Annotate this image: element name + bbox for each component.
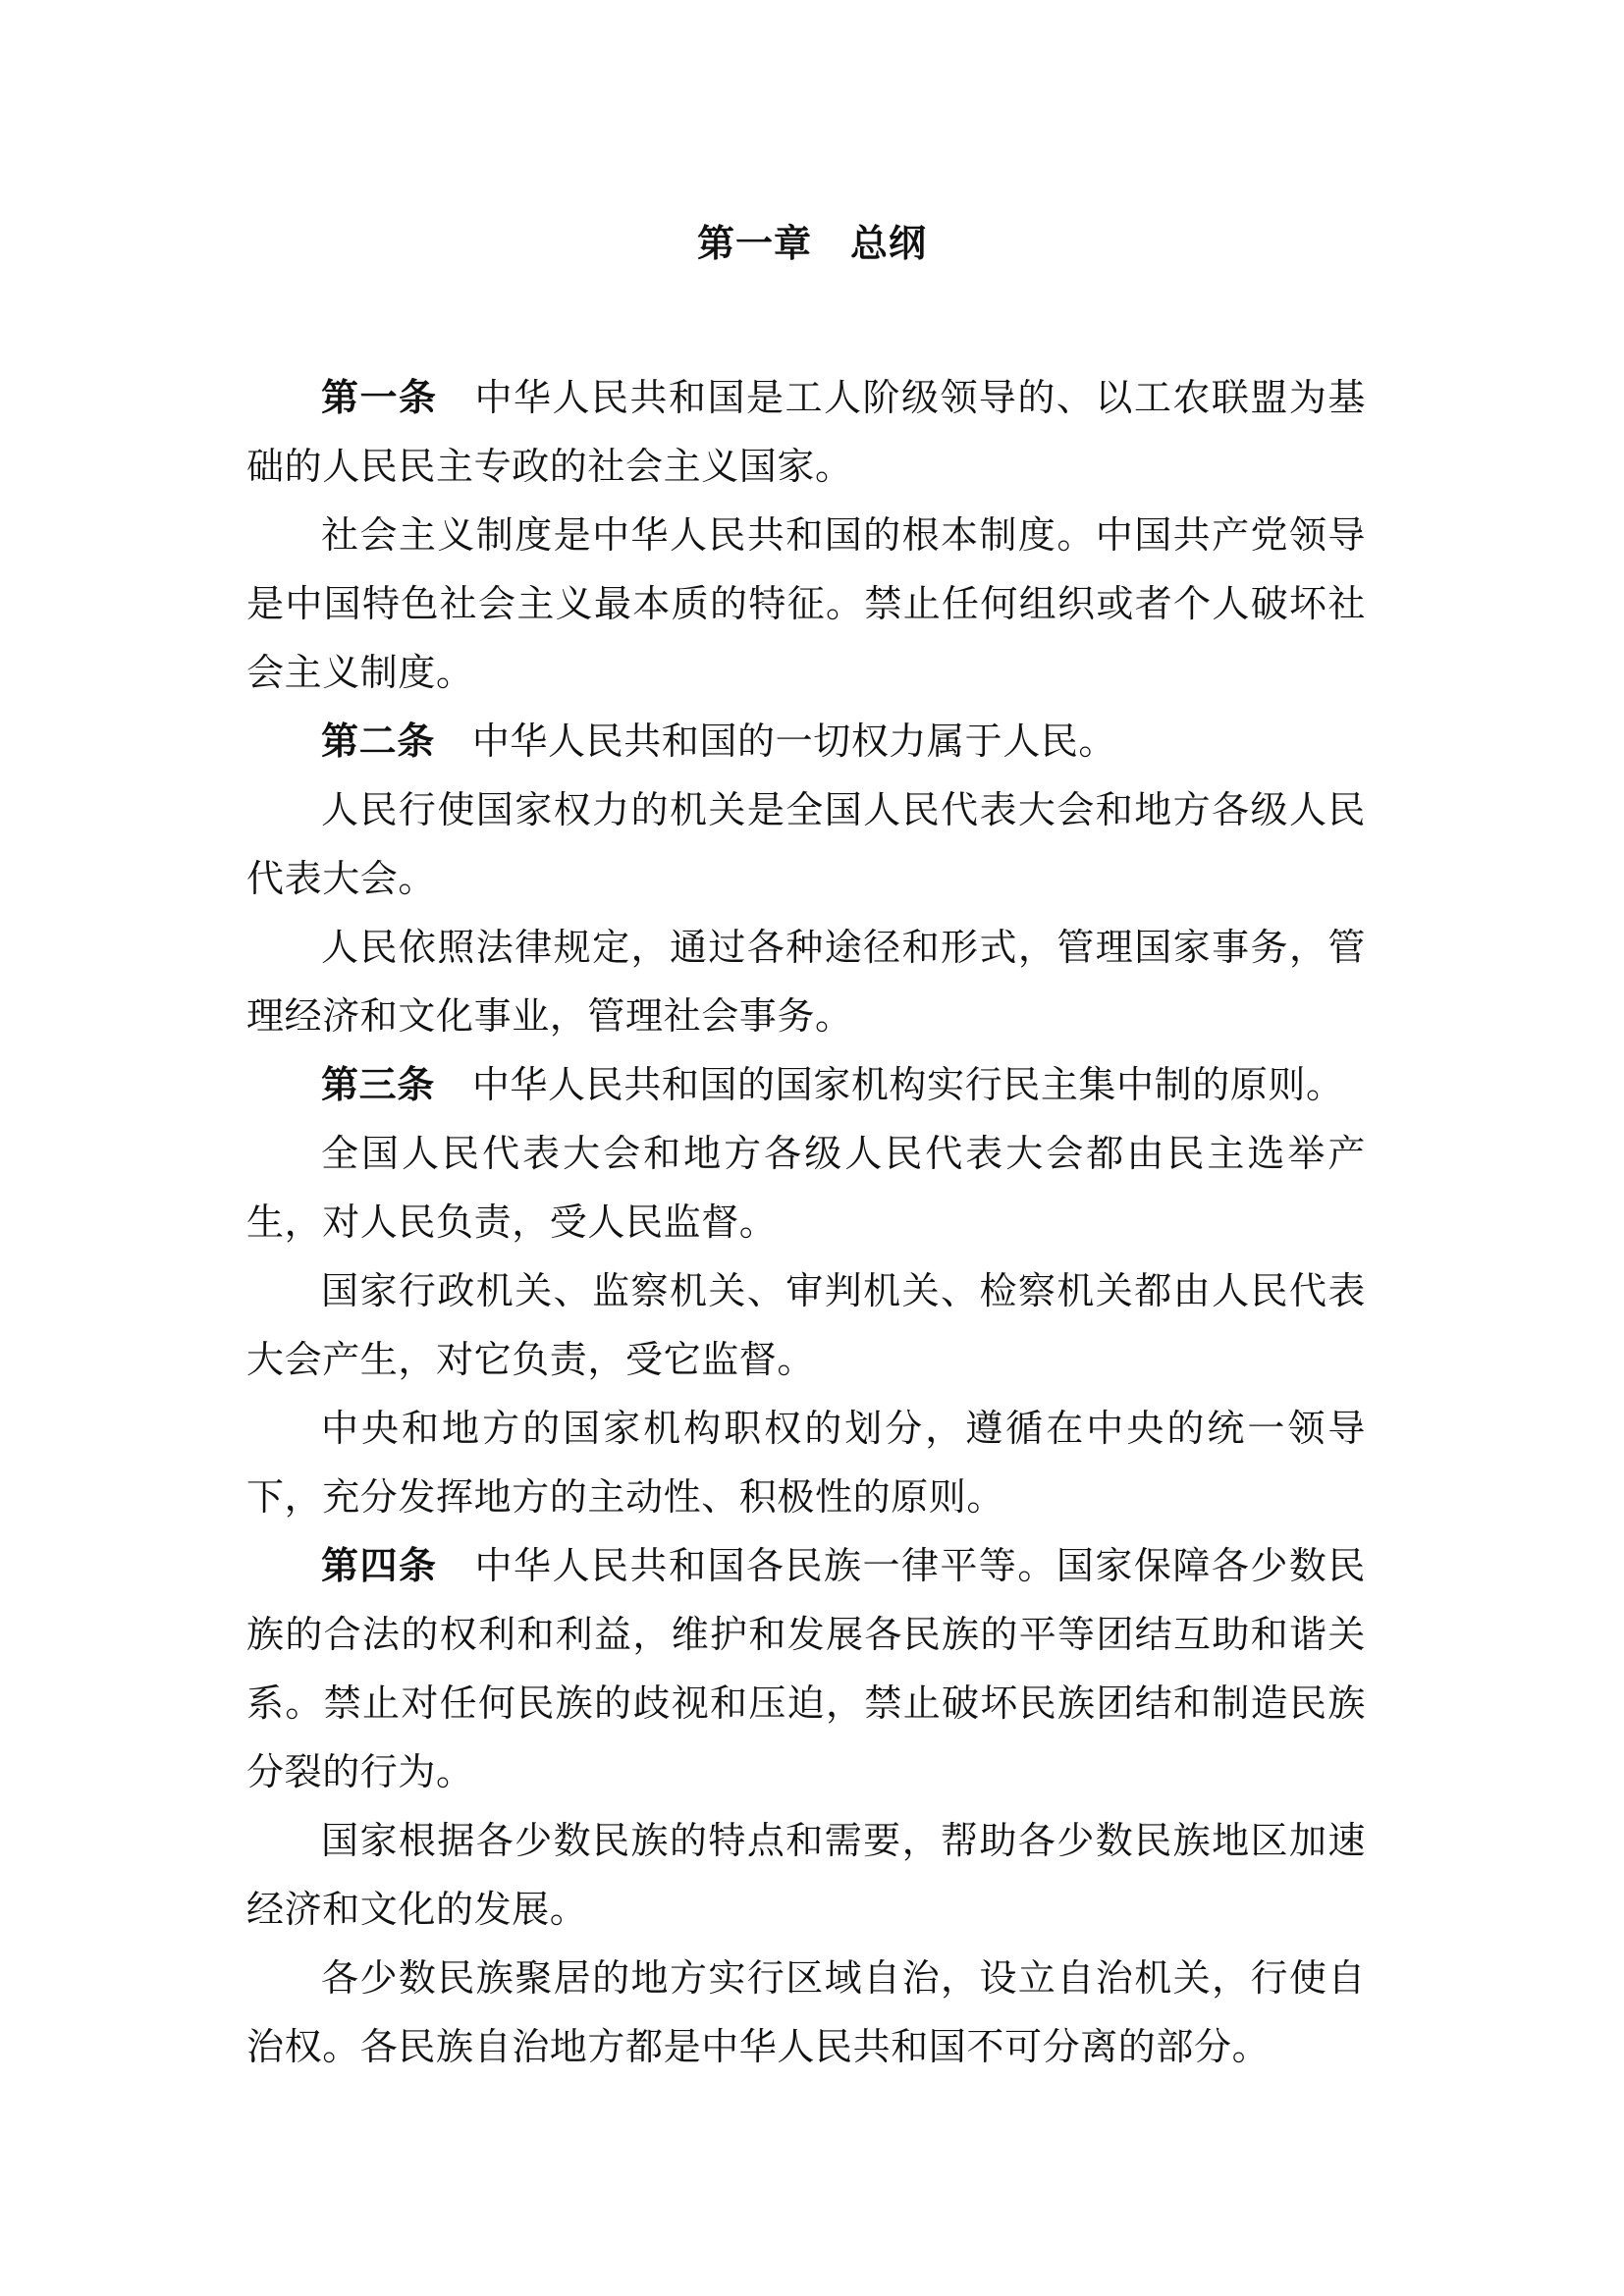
paragraph-text: 国家根据各少数民族的特点和需要，帮助各少数民族地区加速经济和文化的发展。 [246, 1819, 1366, 1931]
paragraph-text: 国家行政机关、监察机关、审判机关、检察机关都由人民代表大会产生，对它负责，受它监督。 [246, 1269, 1366, 1381]
article-number: 第二条 [321, 719, 435, 763]
paragraph-text: 全国人民代表大会和地方各级人民代表大会都由民主选举产生，对人民负责，受人民监督。 [246, 1132, 1366, 1244]
paragraph [246, 363, 1366, 501]
paragraph [246, 707, 1366, 775]
article-number: 第四条 [321, 1543, 438, 1587]
paragraph-text: 中华人民共和国是工人阶级领导的、以工农联盟为基础的人民民主专政的社会主义国家。 [246, 376, 1366, 488]
chapter-title: 第一章 总纲 [696, 221, 927, 265]
paragraph [246, 1050, 1366, 1119]
paragraph-text: 人民依照法律规定，通过各种途径和形式，管理国家事务，管理经济和文化事业，管理社会事务。 [246, 926, 1366, 1038]
paragraph-text: 人民行使国家权力的机关是全国人民代表大会和地方各级人民代表大会。 [246, 788, 1366, 900]
paragraph [246, 1119, 1366, 1256]
paragraph [246, 501, 1366, 707]
paragraph [246, 1806, 1366, 1944]
paragraph [246, 1944, 1366, 2081]
paragraph [246, 1256, 1366, 1394]
body-text [246, 363, 1366, 2081]
paragraph-text: 社会主义制度是中华人民共和国的根本制度。中国共产党领导是中国特色社会主义最本质的特征。禁止任何组织或者个人破坏社会主义制度。 [246, 513, 1366, 694]
paragraph-text: 中华人民共和国的一切权力属于人民。 [471, 720, 1117, 763]
paragraph [246, 913, 1366, 1050]
article-number: 第一条 [321, 375, 438, 419]
paragraph-text: 各少数民族聚居的地方实行区域自治，设立自治机关，行使自治权。各民族自治地方都是中华人民共和国不可分离的部分。 [246, 1956, 1366, 2068]
paragraph [246, 1394, 1366, 1531]
paragraph [246, 1531, 1366, 1806]
paragraph-text: 中华人民共和国各民族一律平等。国家保障各少数民族的合法的权利和利益，维护和发展各民族的平等团结互助和谐关系。禁止对任何民族的歧视和压迫，禁止破坏民族团结和制造民族分裂的行为。 [246, 1544, 1366, 1793]
paragraph [246, 775, 1366, 913]
article-number: 第三条 [321, 1062, 435, 1106]
paragraph-text: 中华人民共和国的国家机构实行民主集中制的原则。 [471, 1063, 1344, 1106]
paragraph-text: 中央和地方的国家机构职权的划分，遵循在中央的统一领导下，充分发挥地方的主动性、积极性的原则。 [246, 1407, 1366, 1519]
